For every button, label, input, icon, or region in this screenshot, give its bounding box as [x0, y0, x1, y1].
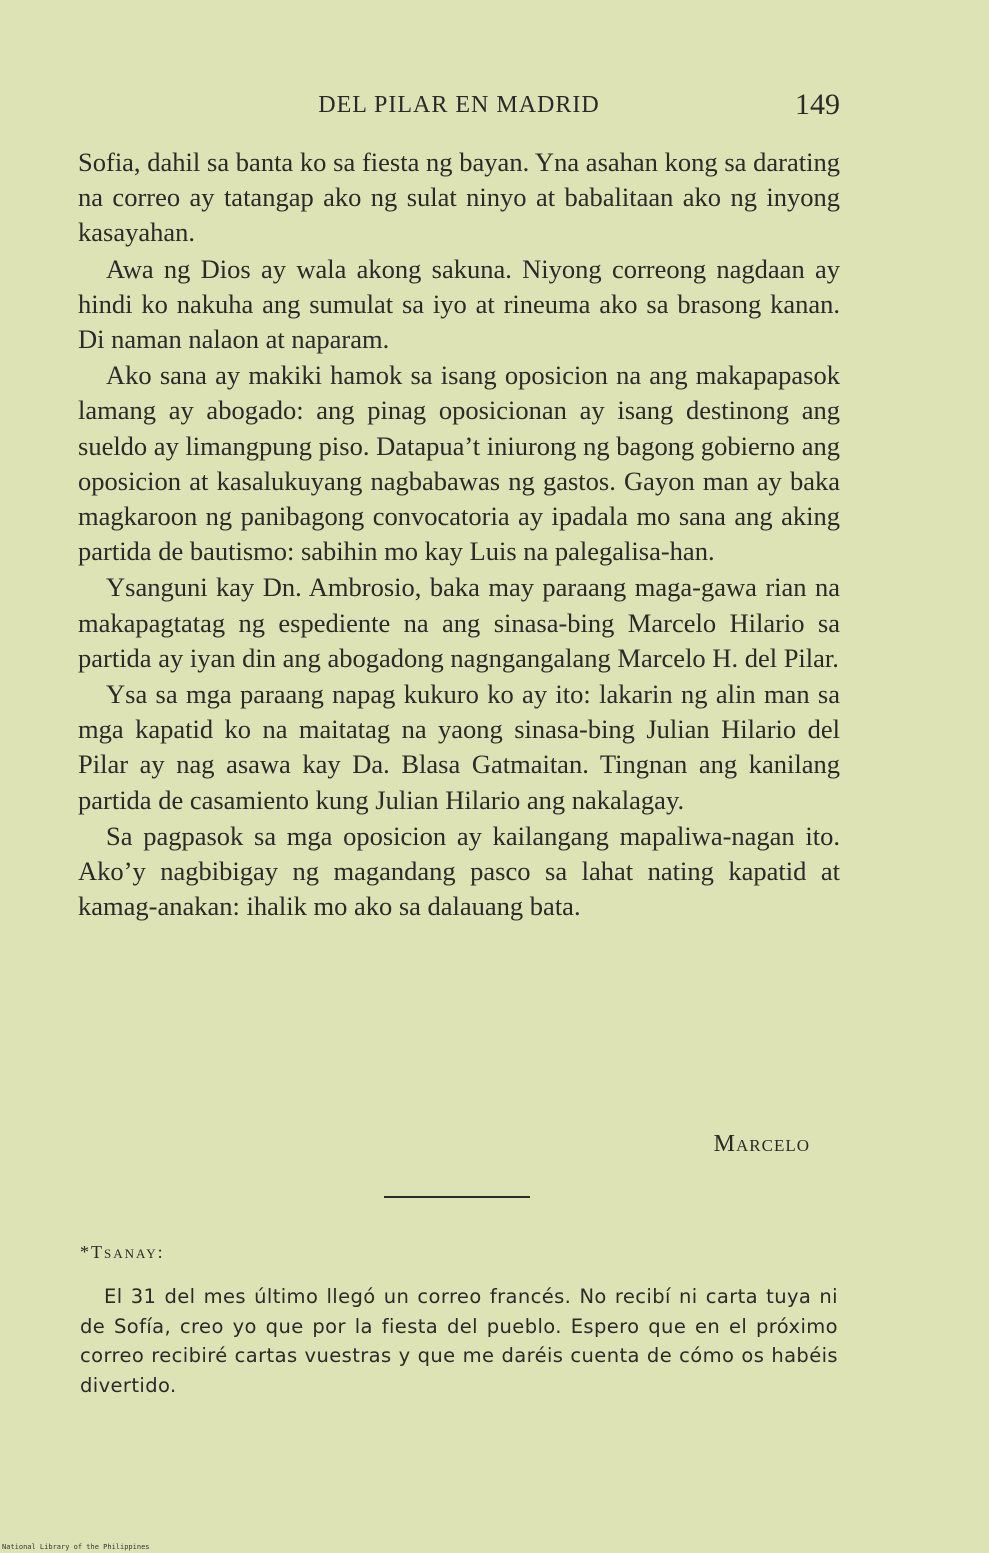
paragraph: Sofia, dahil sa banta ko sa fiesta ng bayan. Yna asahan kong sa darating na correo ay tatangap ako ng sulat ninyo at babalitaan ako ng inyong kasayahan. — [78, 147, 840, 248]
paragraph: Ako sana ay makiki hamok sa isang oposicion na ang makapapasok lamang ay abogado: ang pinag oposicionan ay isang destinong ang sueldo ay limangpung piso. Datapua’t iniurong ng bagong gobierno ang oposicion at kasalukuyang nagbabawas ng gastos. Gayon man ay baka magkaroon ng panibagong convocatoria ay ipadala mo sana ang aking partida de bautismo: sabihin mo kay Luis na palegalisa-han. — [78, 360, 840, 567]
signature: Marcelo — [713, 1131, 810, 1157]
letter-body — [78, 145, 840, 925]
paragraph: Ysanguni kay Dn. Ambrosio, baka may paraang maga-gawa rian na makapagtatag ng espediente na ang sinasa-bing Marcelo Hilario sa partida ay iyan din ang abogadong nagngangalang Marcelo H. del Pilar. — [78, 572, 840, 673]
footnote-label: *Tsanay: — [80, 1242, 165, 1262]
section-divider — [384, 1196, 530, 1198]
running-head — [78, 88, 840, 128]
paragraph: Ysa sa mga paraang napag kukuro ko ay ito: lakarin ng alin man sa mga kapatid ko na maitatag na yaong sinasa-bing Julian Hilario del Pilar ay nag asawa kay Da. Blasa Gatmaitan. Tingnan ang kanilang partida de casamiento kung Julian Hilario ang nakalagay. — [78, 679, 840, 815]
page-title: DEL PILAR EN MADRID — [318, 92, 600, 118]
footnote-text: El 31 del mes último llegó un correo francés. No recibí ni carta tuya ni de Sofía, creo yo que por la fiesta del pueblo. Espero que en el próximo correo recibiré cartas vuestras y que me daréis cuenta de cómo os habéis divertido. — [80, 1285, 838, 1397]
paragraph: Sa pagpasok sa mga oposicion ay kailangang mapaliwa-nagan ito. Ako’y nagbibigay ng magandang pasco sa lahat nating kapatid at kamag-anakan: ihalik mo ako sa dalauang bata. — [78, 820, 840, 922]
page-number: 149 — [795, 88, 840, 121]
paragraph: Awa ng Dios ay wala akong sakuna. Niyong correong nagdaan ay hindi ko nakuha ang sumulat sa iyo at rineuma ako sa brasong kanan. Di naman nalaon at naparam. — [78, 253, 840, 355]
library-credit: National Library of the Philippines — [2, 1543, 150, 1551]
